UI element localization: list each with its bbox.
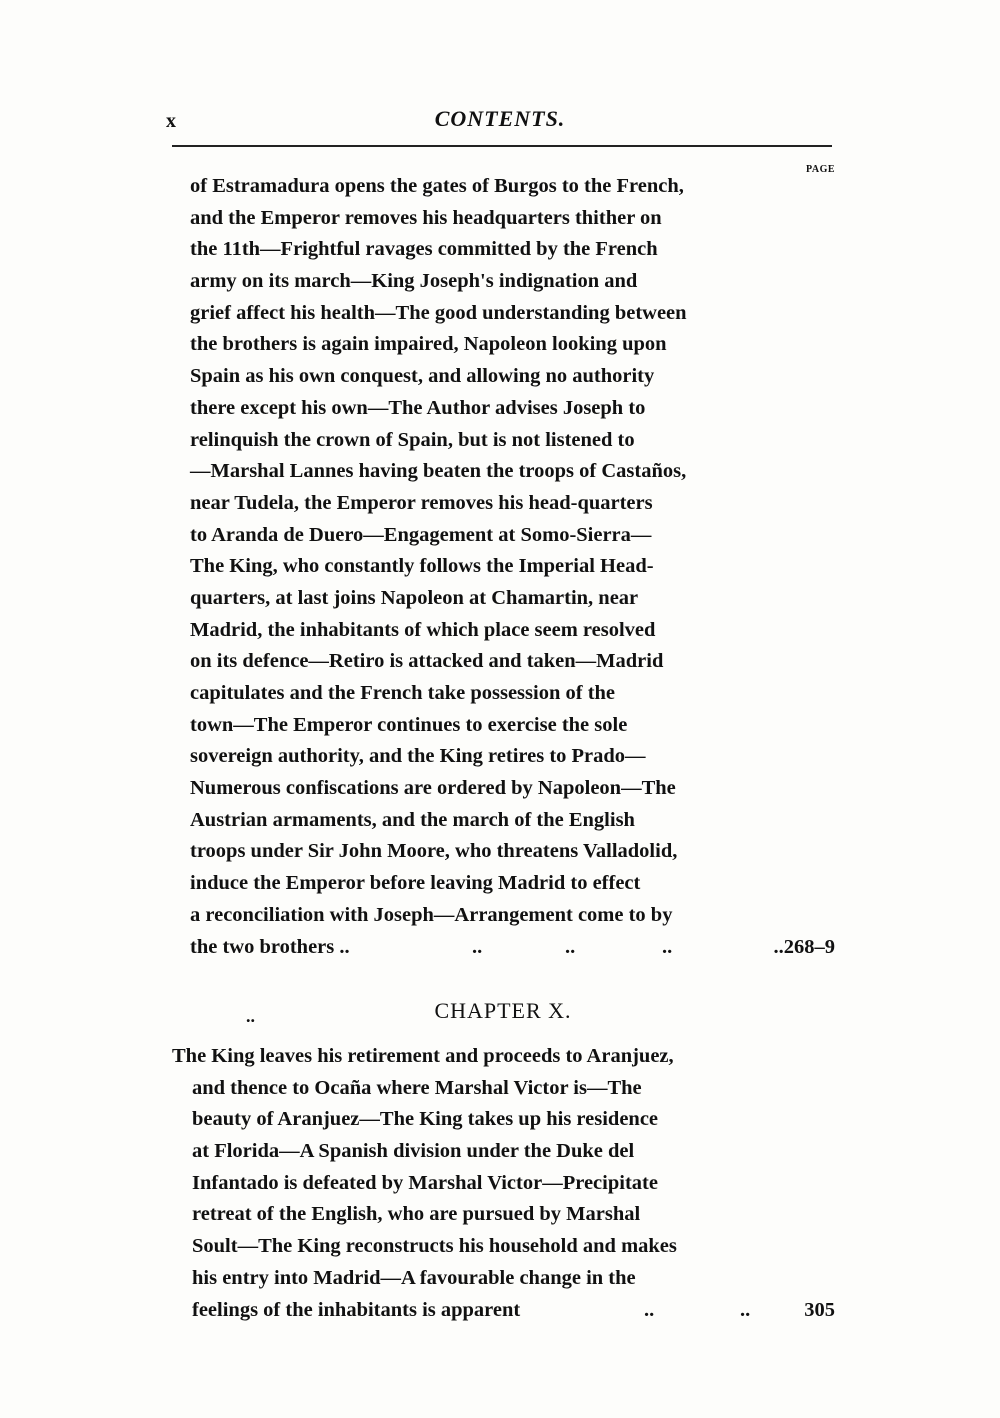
entry-last-line-text: feelings of the inhabitants is apparent xyxy=(192,1298,521,1321)
entry-line: the 11th—Frightful ravages committed by the French xyxy=(190,238,658,261)
entry-last-line xyxy=(190,932,835,964)
leader-dots: .. xyxy=(565,935,576,958)
leader-dots: .. xyxy=(740,1298,751,1321)
page-reference: 305 xyxy=(804,1298,835,1321)
entry-line: troops under Sir John Moore, who threatens Valladolid, xyxy=(190,840,678,863)
entry-line: a reconciliation with Joseph—Arrangement come to by xyxy=(190,903,673,926)
chapter-leader-dots: .. xyxy=(246,1006,255,1026)
entry-line: beauty of Aranjuez—The King takes up his residence xyxy=(192,1108,659,1131)
entry-line: Austrian armaments, and the march of the English xyxy=(190,808,635,831)
page-column-label: PAGE xyxy=(806,164,836,175)
contents-entry-continued xyxy=(190,171,835,963)
entry-last-line xyxy=(192,1295,835,1327)
entry-line: grief affect his health—The good understanding between xyxy=(190,301,687,324)
entry-first-line: The King leaves his retirement and proceeds to Aranjuez, xyxy=(172,1045,674,1067)
entry-last-line-text: the two brothers .. xyxy=(190,935,350,958)
entry-line: relinquish the crown of Spain, but is not listened to xyxy=(190,428,635,451)
entry-line: town—The Emperor continues to exercise the sole xyxy=(190,713,628,736)
entry-line: Spain as his own conquest, and allowing no authority xyxy=(190,365,655,388)
entry-line: army on its march—King Joseph's indignation and xyxy=(190,270,638,293)
entry-line: Soult—The King reconstructs his household and makes xyxy=(192,1235,677,1258)
entry-line: capitulates and the French take possession of the xyxy=(190,682,616,704)
entry-line: his entry into Madrid—A favourable change in the xyxy=(192,1266,636,1289)
leader-dots: .. xyxy=(472,935,483,958)
entry-line: The King, who constantly follows the Imperial Head- xyxy=(190,555,654,578)
page-reference: ..268–9 xyxy=(773,935,835,958)
entry-line: Madrid, the inhabitants of which place seem resolved xyxy=(190,618,656,641)
leader-dots: .. xyxy=(662,935,673,958)
entry-line: —Marshal Lannes having beaten the troops of Castaños, xyxy=(190,460,687,483)
entry-line: and the Emperor removes his headquarters thither on xyxy=(190,206,662,229)
header-rule xyxy=(172,145,832,147)
entry-line: on its defence—Retiro is attacked and taken—Madrid xyxy=(190,650,664,673)
entry-line: induce the Emperor before leaving Madrid to effect xyxy=(190,872,641,895)
entry-line: to Aranda de Duero—Engagement at Somo-Sierra— xyxy=(190,523,652,546)
entry-line: retreat of the English, who are pursued by Marshal xyxy=(192,1203,641,1226)
entry-line: at Florida—A Spanish division under the Duke del xyxy=(192,1140,635,1163)
chapter-heading: CHAPTER X. xyxy=(434,998,572,1023)
leader-dots: .. xyxy=(644,1298,655,1321)
entry-line: sovereign authority, and the King retires to Prado— xyxy=(190,745,646,768)
entry-line: Numerous confiscations are ordered by Napoleon—The xyxy=(190,777,676,800)
entry-line: quarters, at last joins Napoleon at Chamartin, near xyxy=(190,586,639,609)
entry-lines xyxy=(190,171,835,932)
entry-line: of Estramadura opens the gates of Burgos to the French, xyxy=(190,175,684,197)
entry-line: Infantado is defeated by Marshal Victor—Precipitate xyxy=(192,1171,658,1194)
entry-line: there except his own—The Author advises Joseph to xyxy=(190,396,646,419)
contents-entry-chapter-x xyxy=(172,1041,835,1326)
entry-line: and thence to Ocaña where Marshal Victor is—The xyxy=(192,1076,642,1099)
entry-line: near Tudela, the Emperor removes his head-quarters xyxy=(190,491,653,514)
entry-line: the brothers is again impaired, Napoleon looking upon xyxy=(190,333,667,356)
running-header-title: CONTENTS. xyxy=(434,106,566,131)
entry-lines xyxy=(172,1073,835,1295)
page-number: x xyxy=(166,110,176,132)
